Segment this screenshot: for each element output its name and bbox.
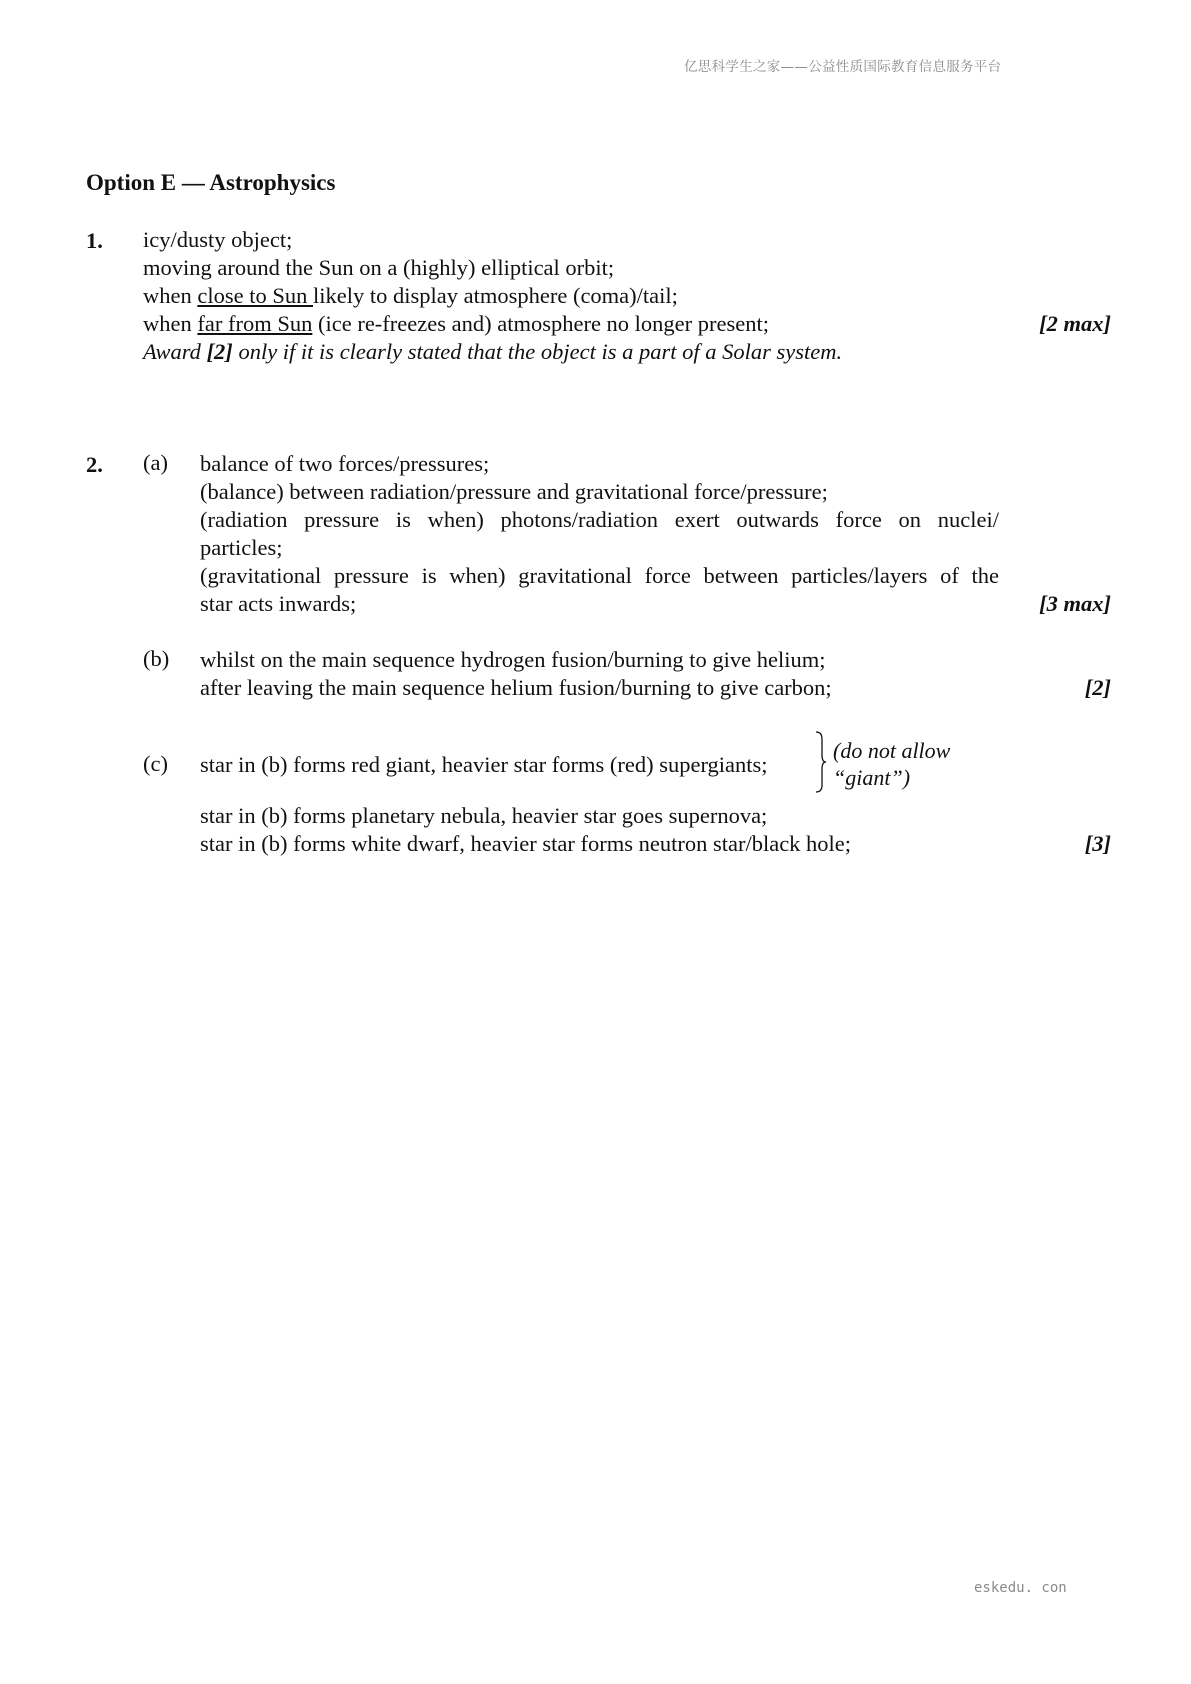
q1-line-2: moving around the Sun on a (highly) elliptical orbit; <box>143 255 615 280</box>
q1-marking-note <box>143 338 842 366</box>
q2a-label: (a) <box>143 450 168 475</box>
q2c-note-line-2: “giant”) <box>833 765 911 790</box>
question-1-number: 1. <box>86 228 103 253</box>
q2a-line-4: particles; <box>200 535 283 560</box>
section-title: Option E — Astrophysics <box>86 170 336 195</box>
q2a-line-2: (balance) between radiation/pressure and gravitational force/pressure; <box>200 479 828 504</box>
q2c-line-3: star in (b) forms white dwarf, heavier star forms neutron star/black hole; <box>200 831 852 856</box>
q1-line-3-post: likely to display atmosphere (coma)/tail; <box>313 283 678 308</box>
q2a-line-1: balance of two forces/pressures; <box>200 451 490 476</box>
q1-line-1: icy/dusty object; <box>143 227 293 252</box>
q1-line-4 <box>143 310 769 338</box>
q1-note-post: only if it is clearly stated that the object is a part of a Solar system. <box>232 339 843 364</box>
q2b-mark: [2] <box>1084 675 1111 700</box>
header-watermark: 亿思科学生之家——公益性质国际教育信息服务平台 <box>684 59 1002 75</box>
q2c-mark: [3] <box>1084 831 1111 856</box>
q1-line-3-underlined: close to Sun <box>197 283 313 308</box>
question-2-number: 2. <box>86 452 103 477</box>
q1-line-4-underlined: far from Sun <box>197 311 313 336</box>
footer-watermark: eskedu. con <box>974 1580 1067 1596</box>
q2a-line-6: star acts inwards; <box>200 591 357 616</box>
q2c-line-2: star in (b) forms planetary nebula, heavier star goes supernova; <box>200 803 768 828</box>
q1-line-4-post: (ice re-freezes and) atmosphere no longer present; <box>312 311 770 336</box>
q1-mark: [2 max] <box>1039 311 1111 336</box>
q2b-label: (b) <box>143 646 170 671</box>
q2a-line-3: (radiation pressure is when) photons/radiation exert outwards force on nuclei/ <box>200 507 999 532</box>
q1-line-3-pre: when <box>143 283 198 308</box>
q2b-line-1: whilst on the main sequence hydrogen fusion/burning to give helium; <box>200 647 826 672</box>
q1-note-pre: Award <box>143 339 207 364</box>
q2c-note-line-1: (do not allow <box>833 738 951 763</box>
q2a-line-5: (gravitational pressure is when) gravitational force between particles/layers of the <box>200 563 999 588</box>
q2a-mark: [3 max] <box>1039 591 1111 616</box>
right-brace-icon <box>815 731 827 793</box>
q2b-line-2: after leaving the main sequence helium fusion/burning to give carbon; <box>200 675 832 700</box>
q1-note-bold: [2] <box>206 339 233 364</box>
q2c-line-1: star in (b) forms red giant, heavier star forms (red) supergiants; <box>200 752 768 777</box>
q1-line-3 <box>143 282 678 310</box>
q2c-label: (c) <box>143 751 168 776</box>
q1-line-4-pre: when <box>143 311 198 336</box>
